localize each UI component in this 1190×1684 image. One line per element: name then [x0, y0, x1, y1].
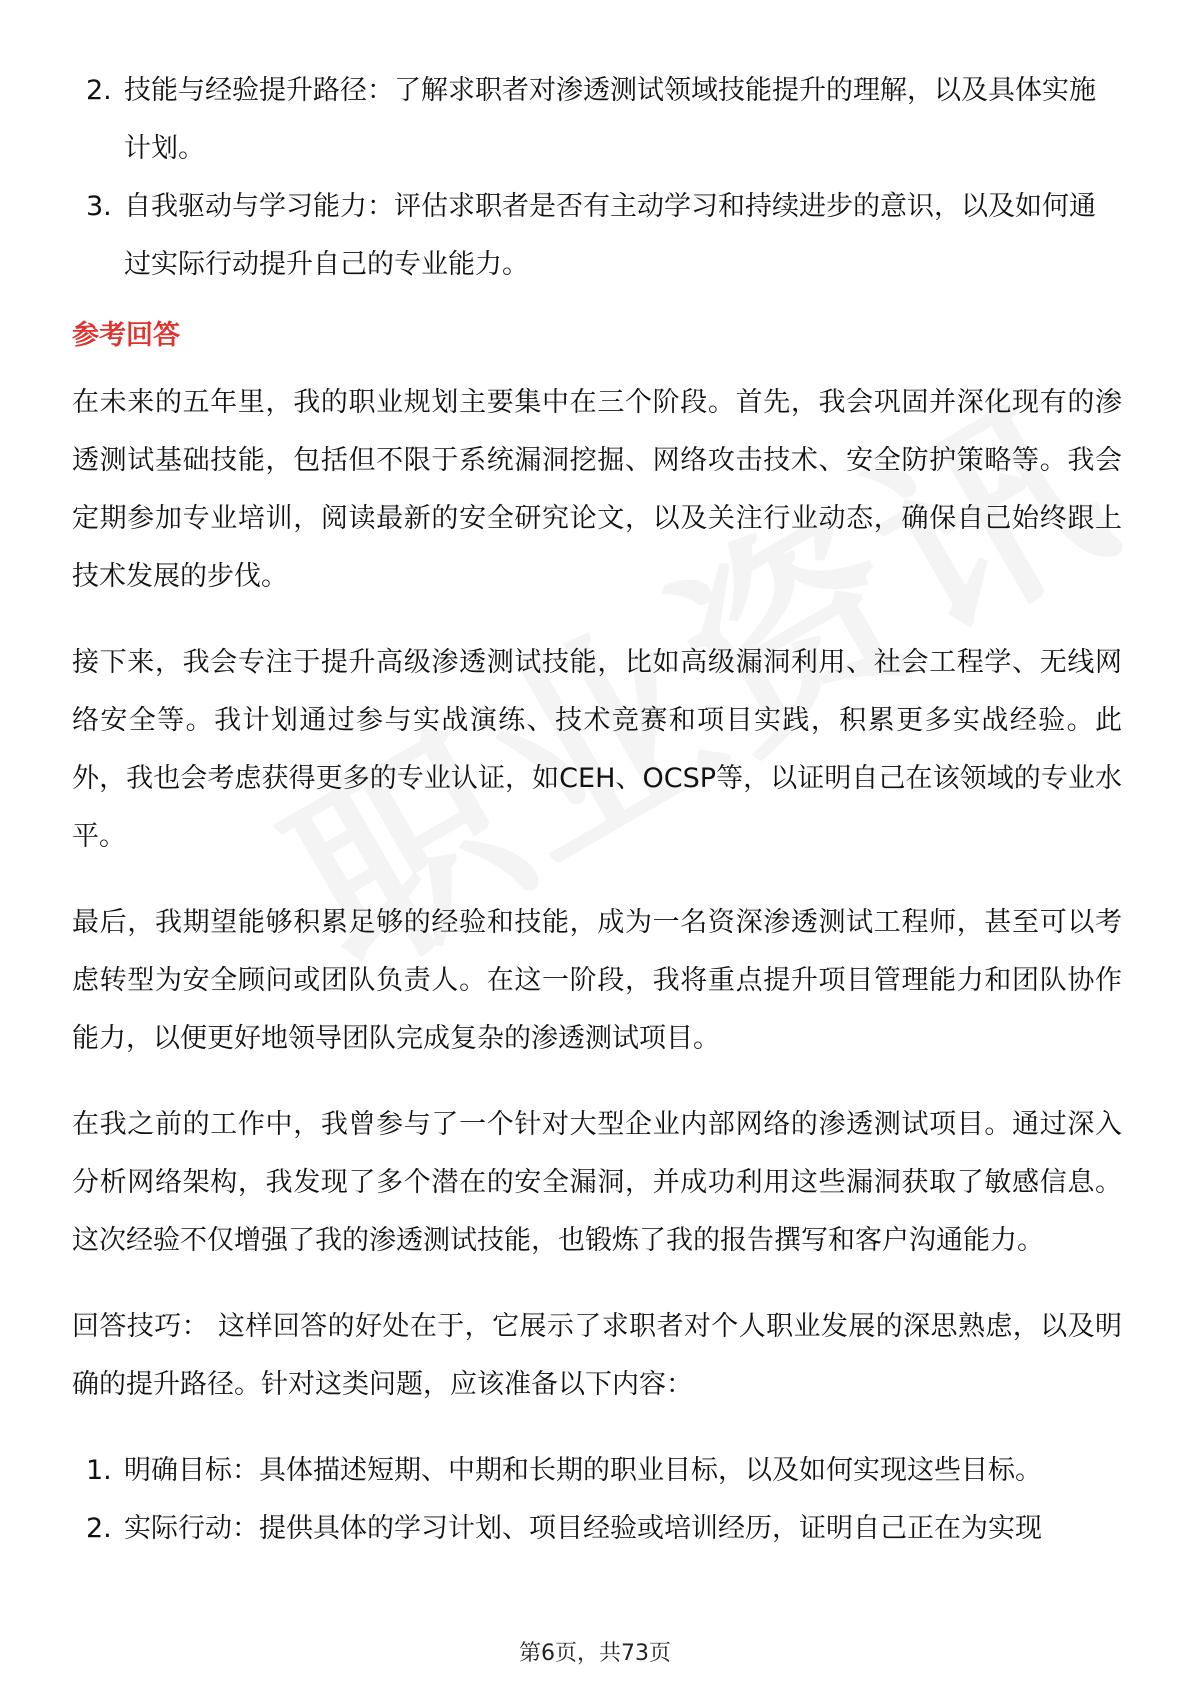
reference-answer-heading: 参考回答: [72, 320, 180, 351]
list-item-number: 3.: [86, 191, 112, 222]
list-item-text: 明确目标：具体描述短期、中期和长期的职业目标，以及如何实现这些目标。: [124, 1455, 1042, 1486]
list-item-number: 1.: [86, 1455, 112, 1486]
list-item: [72, 178, 1122, 294]
paragraph: 在未来的五年里，我的职业规划主要集中在三个阶段。首先，我会巩固并深化现有的渗透测试基础技能，包括但不限于系统漏洞挖掘、网络攻击技术、安全防护策略等。我会定期参加专业培训，阅读最新的安全研究论文，以及关注行业动态，确保自己始终跟上技术发展的步伐。: [72, 387, 1122, 592]
list-item-text: 自我驱动与学习能力：评估求职者是否有主动学习和持续进步的意识，以及如何通过实际行动提升自己的专业能力。: [124, 191, 1096, 280]
paragraph: 最后，我期望能够积累足够的经验和技能，成为一名资深渗透测试工程师，甚至可以考虑转型为安全顾问或团队负责人。在这一阶段，我将重点提升项目管理能力和团队协作能力，以便更好地领导团队完成复杂的渗透测试项目。: [72, 907, 1122, 1054]
page-footer: 第6页，共73页: [519, 1641, 671, 1666]
paragraph: 接下来，我会专注于提升高级渗透测试技能，比如高级漏洞利用、社会工程学、无线网络安全等。我计划通过参与实战演练、技术竞赛和项目实践，积累更多实战经验。此外，我也会考虑获得更多的专业认证，如CEH、OCSP等，以证明自己在该领域的专业水平。: [72, 647, 1122, 852]
list-item-text: 实际行动：提供具体的学习计划、项目经验或培训经历，证明自己正在为实现: [124, 1513, 1042, 1544]
list-item: [72, 62, 1122, 178]
page-content: [72, 62, 1122, 1558]
list-item: [72, 1500, 1122, 1558]
list-item-number: 2.: [86, 75, 112, 106]
list-item: [72, 1442, 1122, 1500]
paragraph: 在我之前的工作中，我曾参与了一个针对大型企业内部网络的渗透测试项目。通过深入分析网络架构，我发现了多个潜在的安全漏洞，并成功利用这些漏洞获取了敏感信息。这次经验不仅增强了我的渗透测试技能，也锻炼了我的报告撰写和客户沟通能力。: [72, 1109, 1122, 1256]
list-item-text: 技能与经验提升路径：了解求职者对渗透测试领域技能提升的理解，以及具体实施计划。: [124, 75, 1096, 164]
bottom-numbered-list: [72, 1442, 1122, 1558]
answer-tips-paragraph: 回答技巧： 这样回答的好处在于，它展示了求职者对个人职业发展的深思熟虑，以及明确的提升路径。针对这类问题，应该准备以下内容：: [72, 1311, 1122, 1400]
list-item-number: 2.: [86, 1513, 112, 1544]
top-numbered-list: [72, 62, 1122, 294]
